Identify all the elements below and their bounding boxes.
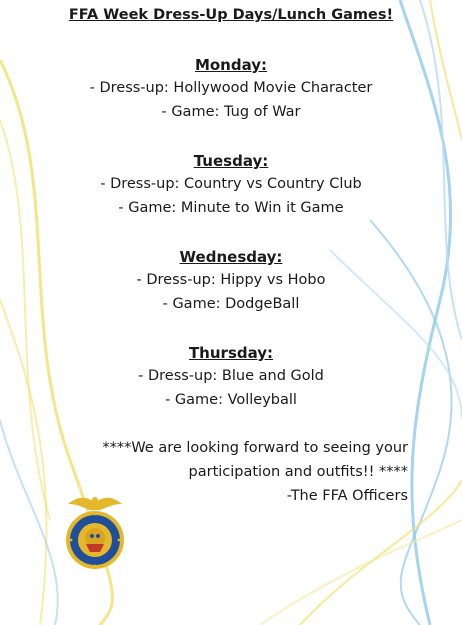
day-heading-thursday: Thursday: [188,344,274,362]
monday-dress-up: - Dress-up: Hollywood Movie Character [89,80,373,96]
day-heading-wednesday: Wednesday: [179,248,283,266]
tuesday-dress-up: - Dress-up: Country vs Country Club [100,176,362,192]
closing-note-line-1: ****We are looking forward to seeing your [102,440,408,456]
signature: -The FFA Officers [286,488,408,504]
monday-game: - Game: Tug of War [161,104,301,120]
closing-note-line-2: participation and outfits!! **** [188,464,408,480]
wednesday-dress-up: - Dress-up: Hippy vs Hobo [136,272,326,288]
ffa-emblem-icon [62,490,128,574]
thursday-game: - Game: Volleyball [165,392,297,408]
flyer-title: FFA Week Dress-Up Days/Lunch Games! [68,7,394,23]
thursday-dress-up: - Dress-up: Blue and Gold [138,368,324,384]
day-heading-monday: Monday: [194,56,268,74]
wednesday-game: - Game: DodgeBall [162,296,300,312]
day-heading-tuesday: Tuesday: [193,152,269,170]
tuesday-game: - Game: Minute to Win it Game [118,200,344,216]
